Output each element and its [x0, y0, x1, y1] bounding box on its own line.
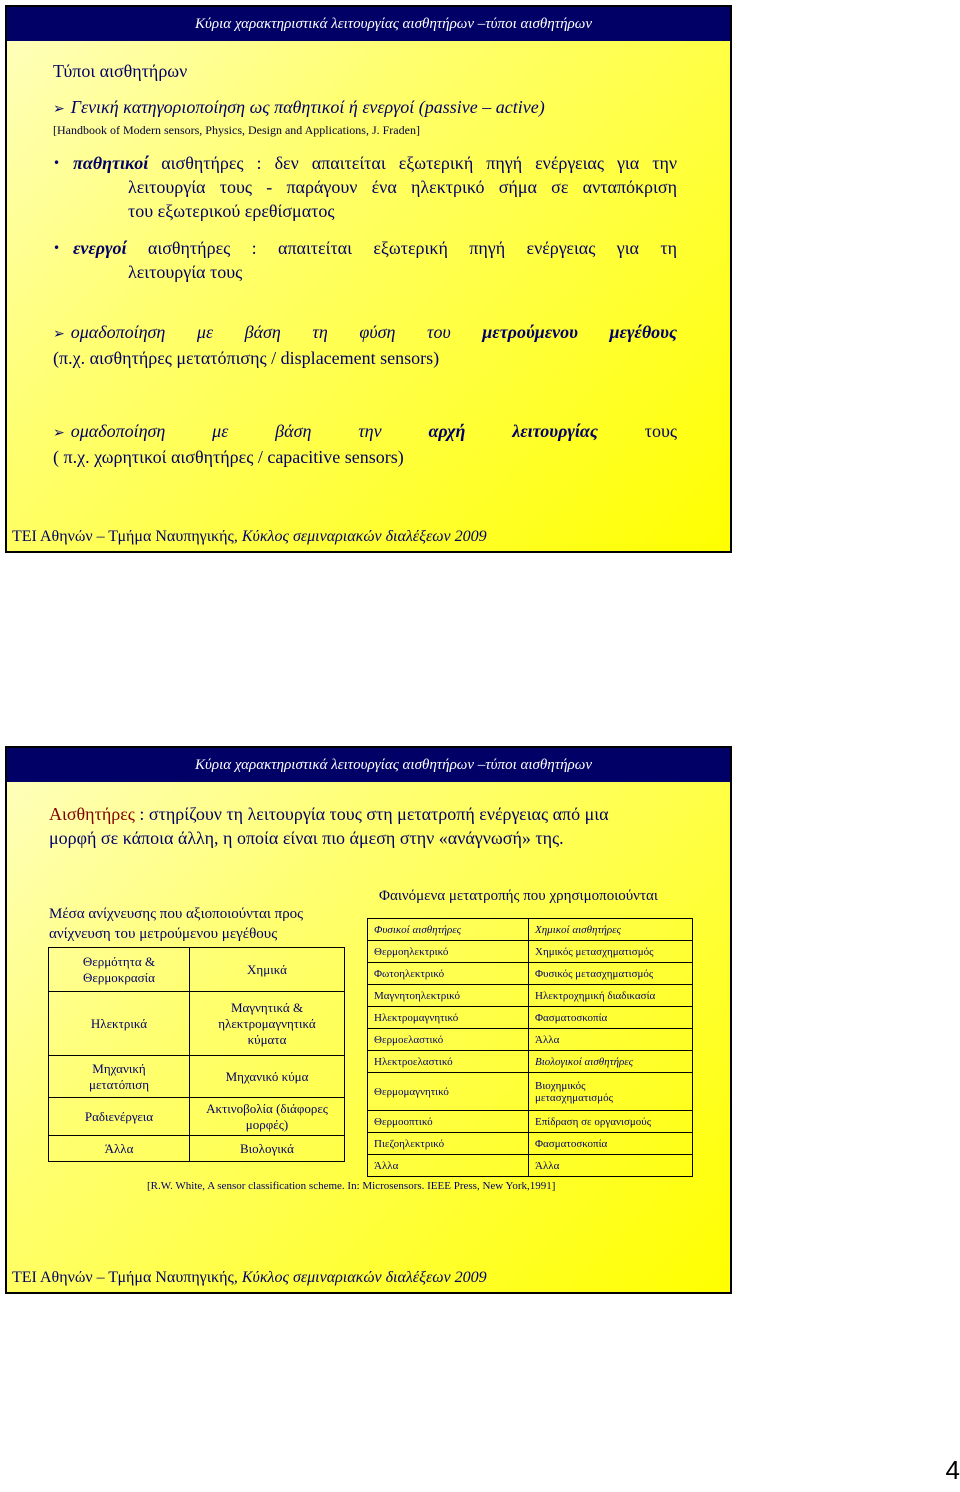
cell-text: μορφές) [245, 1116, 289, 1132]
slide-1 [5, 5, 732, 553]
table-cell: Φυσικός μετασχηματισμός [529, 963, 693, 985]
table-cell: Άλλα [529, 1029, 693, 1051]
table-cell: Θερμοελαστικό [368, 1029, 529, 1051]
table-cell [190, 992, 345, 1056]
table-row [49, 1056, 345, 1098]
cell-text: Ραδιενέργεια [84, 1108, 154, 1124]
table-cell: Φωτοηλεκτρικό [368, 963, 529, 985]
arrow-bullet-icon: ➢ [53, 425, 65, 441]
conversion-phenomena-table [367, 918, 693, 1177]
cell-text: Ηλεκτρικά [90, 1015, 148, 1031]
table-row [368, 941, 693, 963]
table-cell: Θερμοοπτικό [368, 1111, 529, 1133]
table-cell: Άλλα [368, 1155, 529, 1177]
cell-text: Χημικά [247, 961, 287, 977]
slide-1-footer [12, 528, 487, 546]
passive-bullet [53, 151, 677, 223]
bullet-dot-icon: • [53, 156, 61, 170]
active-line-1: αισθητήρες : απαιτείται εξωτερική πηγή ενέργειας για τη [147, 238, 677, 258]
conversion-phenomena-caption: Φαινόμενα μετατροπής που χρησιμοποιούνται [379, 888, 658, 904]
passive-line-2: λειτουργία τους - παράγουν ένα ηλεκτρικό σήμα σε ανταπόκριση [128, 177, 677, 197]
cell-text: Βιολογικά [240, 1140, 294, 1156]
table-cell: Φασματοσκοπία [529, 1007, 693, 1029]
table-row [368, 1073, 693, 1111]
table-cell: Ηλεκτροχημική διαδικασία [529, 985, 693, 1007]
table-cell: Πιεζοηλεκτρικό [368, 1133, 529, 1155]
table-cell [190, 1136, 345, 1162]
fraden-reference: [Handbook of Modern sensors, Physics, Design and Applications, J. Fraden] [53, 123, 420, 137]
table-row [368, 1051, 693, 1073]
cell-text: Άλλα [104, 1140, 134, 1156]
detection-means-caption [49, 904, 303, 944]
cell-text: κύματα [247, 1031, 287, 1047]
cell-text: Βιοχημικός [535, 1079, 586, 1092]
table-cell: Φασματοσκοπία [529, 1133, 693, 1155]
cell-text: Θερμοκρασία [83, 969, 155, 985]
slide-2-footer [12, 1269, 487, 1287]
table-cell: Άλλα [529, 1155, 693, 1177]
principle-grouping-post: τους [644, 421, 677, 441]
slide-1-title: Τύποι αισθητήρων [53, 61, 188, 81]
cell-text: Θερμότητα & [82, 953, 156, 969]
sensors-definition [49, 802, 609, 850]
table-cell: Χημικός μετασχηματισμός [529, 941, 693, 963]
passive-line-3: του εξωτερικού ερεθίσματος [128, 201, 335, 221]
principle-grouping-text: ομαδοποίηση με βάση την [70, 421, 382, 441]
table-cell [49, 1056, 190, 1098]
passive-term: παθητικοί [73, 153, 149, 173]
table-row [368, 919, 693, 941]
principle-grouping-item [53, 419, 677, 469]
physical-sensors-header: Φυσικοί αισθητήρες [368, 919, 529, 941]
bullet-dot-icon: • [53, 241, 61, 255]
chemical-sensors-header: Χημικοί αισθητήρες [529, 919, 693, 941]
cell-text: Μηχανικό κύμα [225, 1068, 309, 1084]
sensors-definition-line-2: μορφή σε κάποια άλλη, η οποία είναι πιο άμεση στην «ανάγνωσή» της. [49, 828, 564, 848]
principle-grouping-example: ( π.χ. χωρητικοί αισθητήρες / capacitive sensors) [53, 447, 404, 467]
table-row [368, 1155, 693, 1177]
arrow-bullet-icon: ➢ [53, 326, 65, 342]
active-term: ενεργοί [73, 238, 127, 258]
quantity-grouping-example: (π.χ. αισθητήρες μετατόπισης / displacement sensors) [53, 348, 440, 368]
footer-seminar: Κύκλος σεμιναριακών διαλέξεων 2009 [241, 528, 487, 545]
cell-text: ηλεκτρομαγνητικά [218, 1015, 316, 1031]
table-cell [49, 1136, 190, 1162]
table-row [368, 1029, 693, 1051]
table-cell [49, 992, 190, 1056]
table-cell: Ηλεκτροελαστικό [368, 1051, 529, 1073]
cell-text: μετασχηματισμός [535, 1091, 613, 1104]
table-cell [49, 948, 190, 992]
sensors-definition-line-1: : στηρίζουν τη λειτουργία τους στη μετατροπή ενέργειας από μια [139, 804, 609, 824]
active-bullet [53, 236, 677, 284]
slide-2 [5, 746, 732, 1294]
quantity-grouping-term: μετρούμενου μεγέθους [482, 322, 677, 342]
table-row [49, 1098, 345, 1136]
passive-line-1: αισθητήρες : δεν απαιτείται εξωτερική πηγή ενέργειας για την [161, 153, 677, 173]
page-number: 4 [945, 1455, 960, 1485]
arrow-bullet-icon: ➢ [53, 101, 65, 117]
principle-grouping-term: αρχή λειτουργίας [428, 421, 598, 441]
biological-sensors-header: Βιολογικοί αισθητήρες [529, 1051, 693, 1073]
table-row [368, 1133, 693, 1155]
cell-text: μετατόπιση [88, 1076, 150, 1092]
table-row [368, 985, 693, 1007]
sensors-term: Αισθητήρες [49, 804, 135, 824]
detection-means-caption-line-2: ανίχνευση του μετρούμενου μεγέθους [49, 926, 278, 942]
cell-text: Μαγνητικά & [230, 999, 304, 1015]
table-row [49, 948, 345, 992]
cell-text: Ακτινοβολία (διάφορες [206, 1100, 328, 1116]
table-cell [49, 1098, 190, 1136]
table-row [368, 963, 693, 985]
table-cell [190, 1098, 345, 1136]
table-cell: Ηλεκτρομαγνητικό [368, 1007, 529, 1029]
table-cell: Θερμοηλεκτρικό [368, 941, 529, 963]
slide-1-header: Κύρια χαρακτηριστικά λειτουργίας αισθητήρων –τύποι αισθητήρων [7, 7, 730, 41]
slide-2-header: Κύρια χαρακτηριστικά λειτουργίας αισθητήρων –τύποι αισθητήρων [7, 748, 730, 782]
footer-seminar: Κύκλος σεμιναριακών διαλέξεων 2009 [241, 1269, 487, 1286]
table-row [368, 1007, 693, 1029]
footer-institution: ΤΕΙ Αθηνών – Τμήμα Ναυπηγικής, [12, 1269, 238, 1286]
detection-means-table [48, 947, 345, 1162]
white-citation: [R.W. White, A sensor classification scheme. In: Microsensors. IEEE Press, New York,1991] [147, 1180, 556, 1192]
passive-active-text: Γενική κατηγοριοποίηση ως παθητικοί ή ενεργοί (passive – active) [70, 97, 545, 117]
table-row [49, 992, 345, 1056]
table-cell [190, 948, 345, 992]
footer-institution: ΤΕΙ Αθηνών – Τμήμα Ναυπηγικής, [12, 528, 238, 545]
table-row [49, 1136, 345, 1162]
quantity-grouping-text: ομαδοποίηση με βάση τη φύση του [70, 322, 451, 342]
table-cell [529, 1073, 693, 1111]
cell-text: Μηχανική [92, 1060, 146, 1076]
table-cell: Μαγνητοηλεκτρικό [368, 985, 529, 1007]
table-cell [190, 1056, 345, 1098]
active-line-2: λειτουργία τους [128, 262, 243, 282]
table-cell: Θερμομαγνητικό [368, 1073, 529, 1111]
table-row [368, 1111, 693, 1133]
table-cell: Επίδραση σε οργανισμούς [529, 1111, 693, 1133]
quantity-grouping-item [53, 320, 677, 370]
passive-active-item [53, 95, 545, 121]
detection-means-caption-line-1: Μέσα ανίχνευσης που αξιοποιούνται προς [49, 906, 304, 922]
